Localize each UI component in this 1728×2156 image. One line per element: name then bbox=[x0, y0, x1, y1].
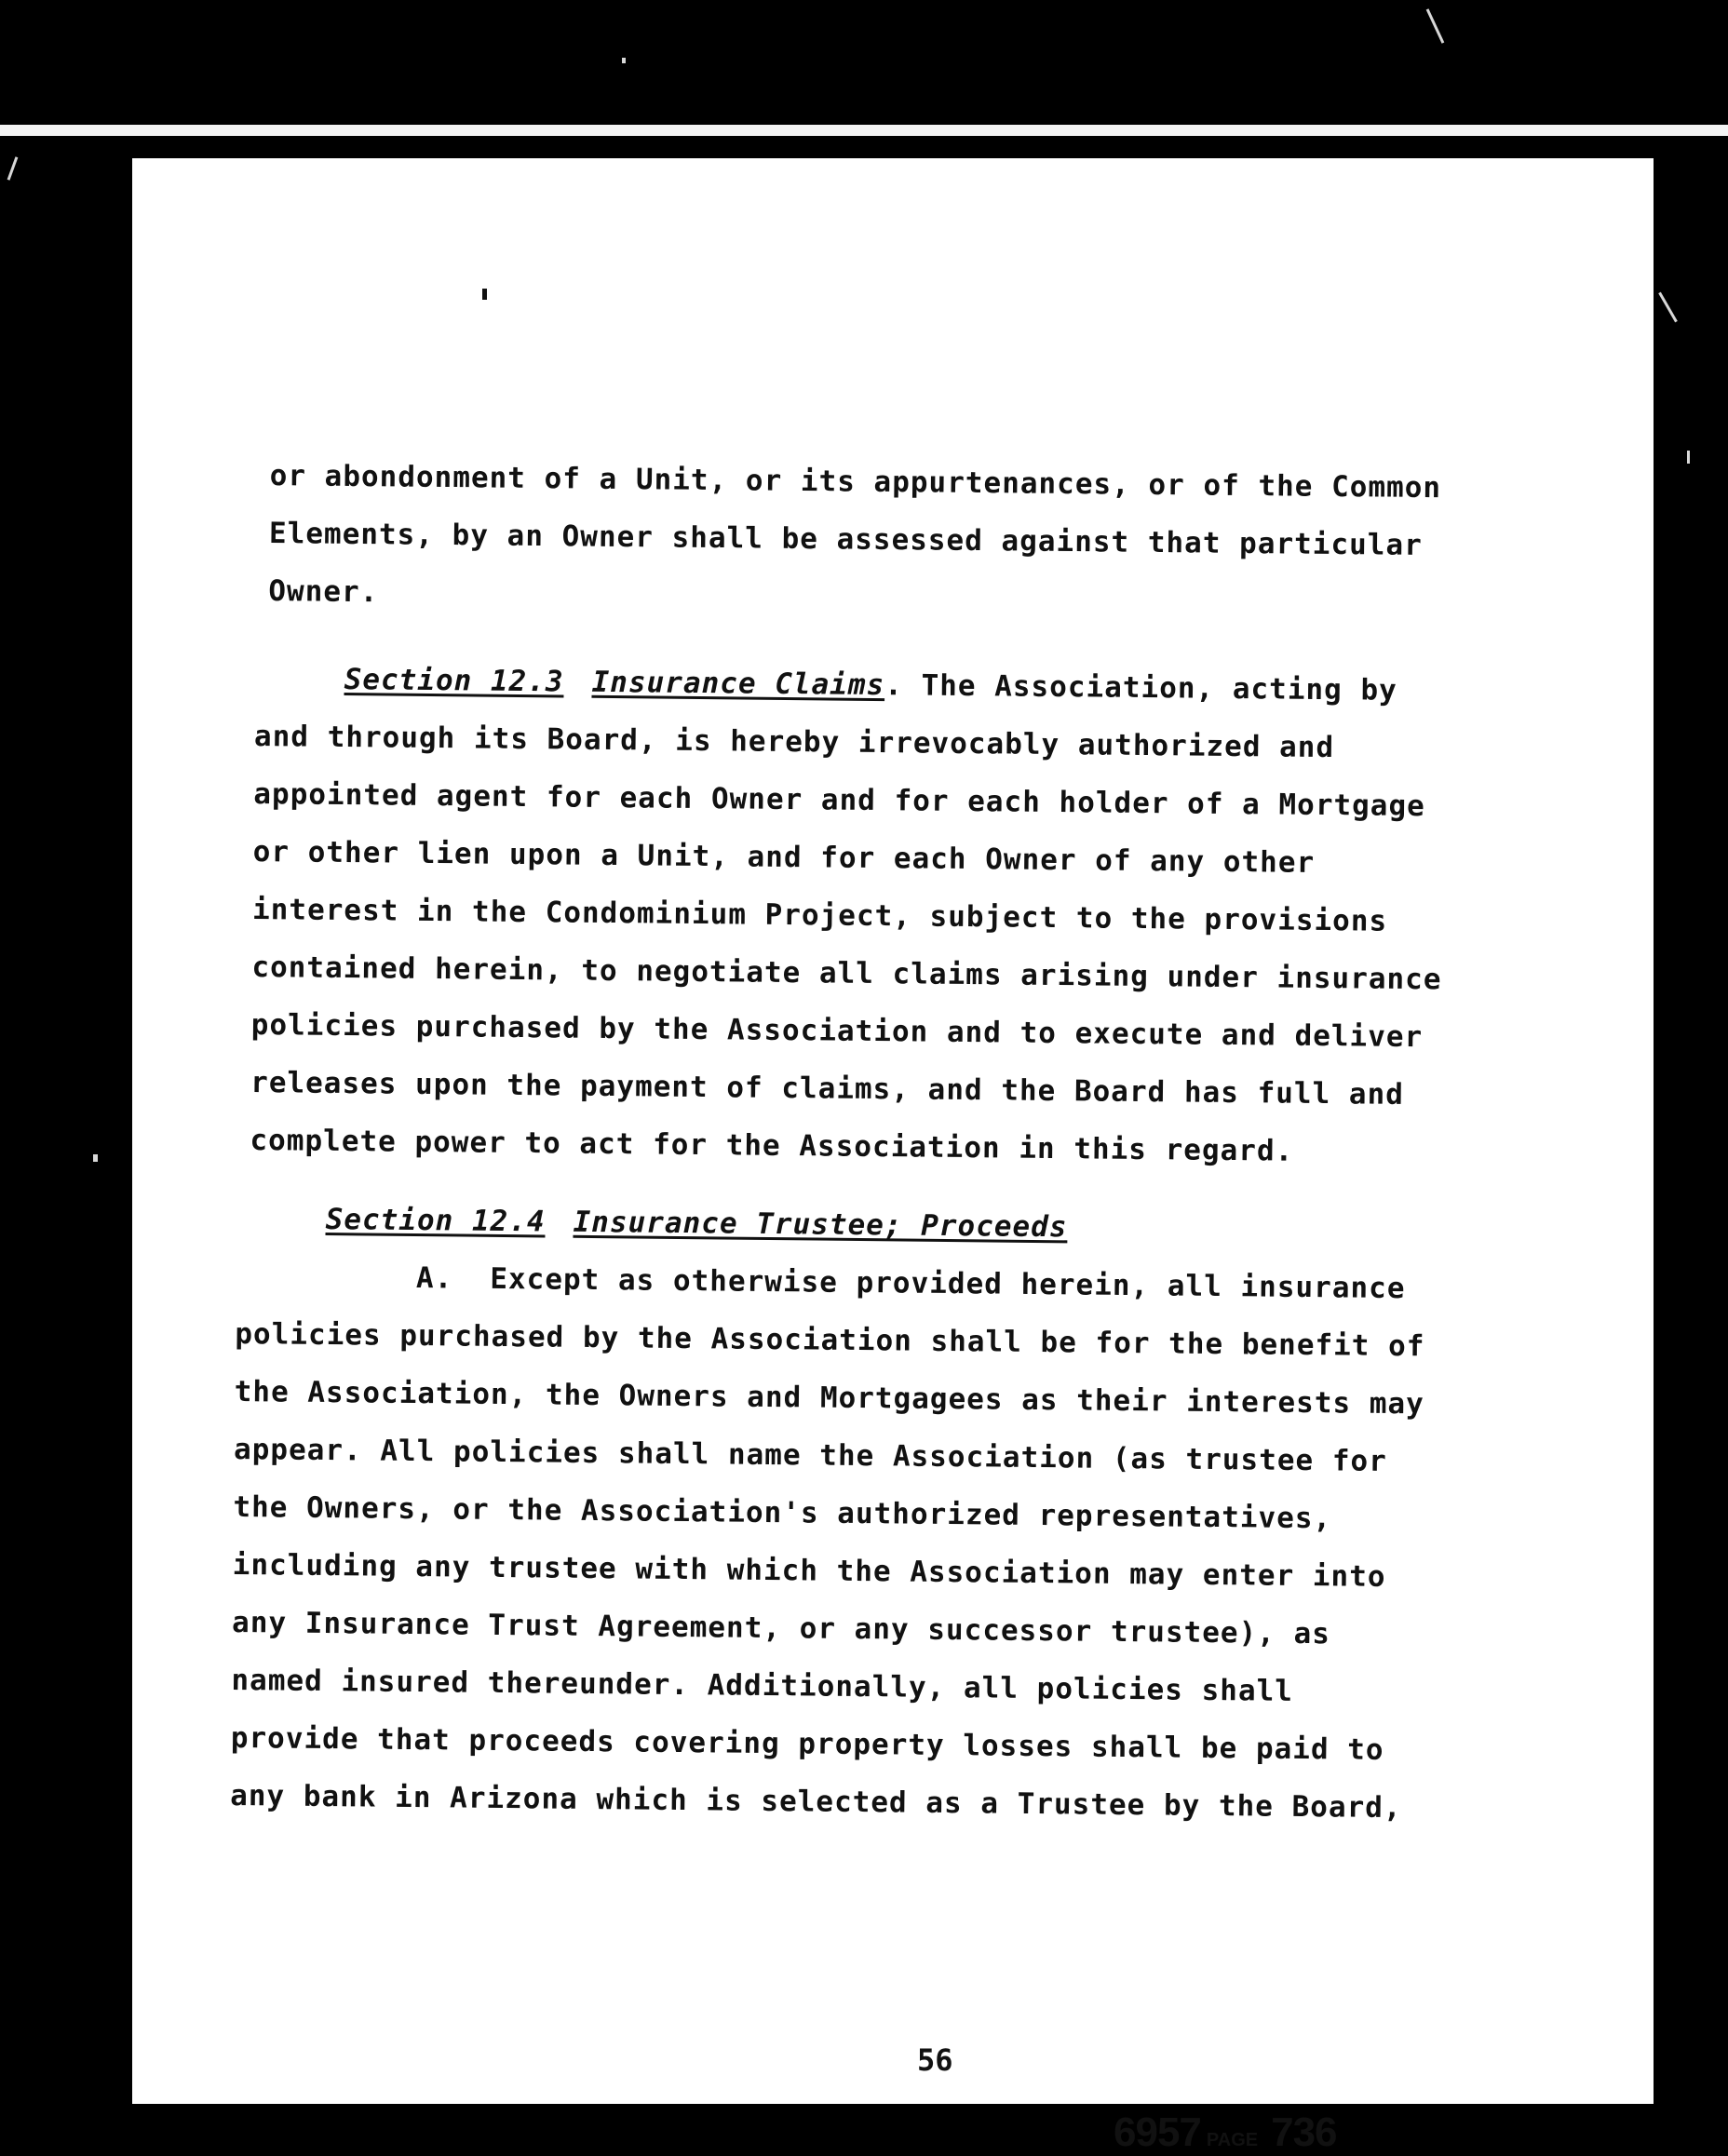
scan-speck bbox=[93, 1154, 98, 1162]
text-fragment: Except as otherwise provided herein, all insurance bbox=[490, 1261, 1406, 1306]
scan-speck bbox=[1687, 451, 1690, 464]
text-line: contained herein, to negotiate all claims arising under insurance bbox=[251, 950, 1442, 997]
text-line: any Insurance Trust Agreement, or any successor trustee), as bbox=[231, 1605, 1331, 1651]
text-line: policies purchased by the Association and to execute and deliver bbox=[250, 1007, 1424, 1055]
recording-book-number: 6957 bbox=[1114, 2109, 1201, 2155]
text-line: provide that proceeds covering property losses shall be paid to bbox=[230, 1720, 1384, 1767]
opening-paragraph bbox=[268, 447, 1441, 632]
text-line: releases upon the payment of claims, and the Board has full and bbox=[250, 1065, 1405, 1112]
text-line: interest in the Condominium Project, subject to the provisions bbox=[251, 892, 1388, 938]
recording-page-label: PAGE bbox=[1206, 2130, 1259, 2150]
page-number: 56 bbox=[917, 2042, 953, 2078]
text-line: policies purchased by the Association shall be for the benefit of bbox=[235, 1316, 1425, 1364]
section-12-3 bbox=[250, 650, 1445, 1181]
recording-stamp bbox=[1114, 2109, 1337, 2156]
section-title: Insurance Trustee; Proceeds bbox=[573, 1205, 1068, 1245]
text-line: or abondonment of a Unit, or its appurtenances, or of the Common bbox=[269, 458, 1442, 505]
recording-page-number: 736 bbox=[1271, 2109, 1337, 2155]
text-line: complete power to act for the Association in this regard. bbox=[250, 1123, 1294, 1168]
scan-speck bbox=[7, 156, 19, 180]
text-line: the Association, the Owners and Mortgagees as their interests may bbox=[234, 1374, 1424, 1422]
text-line: Owner. bbox=[268, 573, 379, 610]
section-12-4 bbox=[230, 1190, 1426, 1837]
section-lead-text: . The Association, acting by bbox=[884, 668, 1397, 707]
scan-speck bbox=[622, 58, 626, 63]
subsection-label: A. bbox=[415, 1261, 453, 1296]
section-number: Section 12.3 bbox=[344, 663, 564, 699]
document-page bbox=[132, 158, 1654, 2155]
text-line: the Owners, or the Association's authorized representatives, bbox=[233, 1489, 1332, 1536]
section-number: Section 12.4 bbox=[325, 1203, 546, 1239]
text-line: appointed agent for each Owner and for each holder of a Mortgage bbox=[253, 776, 1425, 824]
text-line: including any trustee with which the Association may enter into bbox=[232, 1547, 1386, 1594]
stray-mark bbox=[482, 289, 487, 300]
scan-speck bbox=[1426, 8, 1445, 44]
text-line: appear. All policies shall name the Association (as trustee for bbox=[233, 1432, 1388, 1478]
text-line: any bank in Arizona which is selected as a Trustee by the Board, bbox=[229, 1778, 1402, 1826]
text-line: Elements, by an Owner shall be assessed against that particular bbox=[268, 516, 1423, 562]
section-title: Insurance Claims bbox=[591, 665, 885, 703]
text-line: or other lien upon a Unit, and for each Owner of any other bbox=[252, 834, 1316, 880]
scan-speck bbox=[1658, 292, 1678, 323]
text-line: and through its Board, is hereby irrevocably authorized and bbox=[253, 719, 1335, 765]
text-line: named insured thereunder. Additionally, all policies shall bbox=[231, 1663, 1294, 1708]
scan-border bbox=[0, 125, 1728, 136]
